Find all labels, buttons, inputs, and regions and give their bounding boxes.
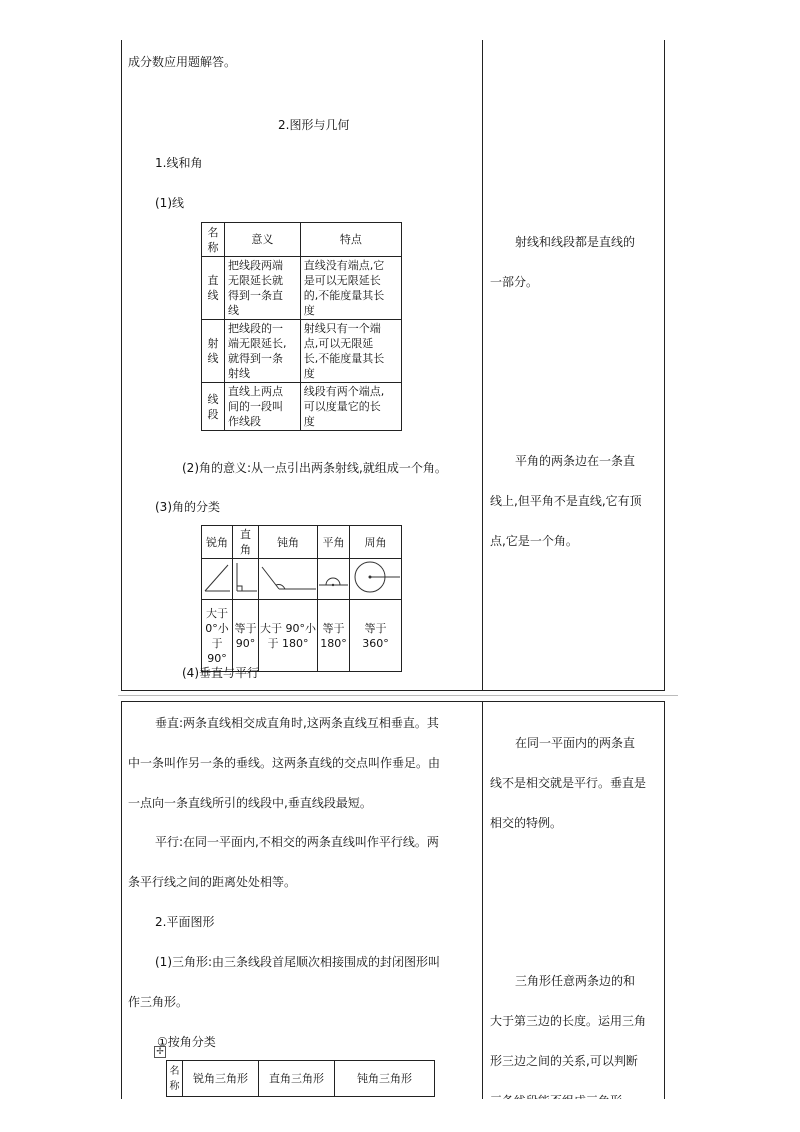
straight-angle-figure [318, 559, 350, 600]
page2-left-border [121, 701, 122, 1101]
angle-table-value: 等于 90° [233, 600, 259, 672]
page1-right-border [664, 40, 665, 690]
triangle-table [166, 1060, 435, 1097]
parallel-paragraph-line: 条平行线之间的距离处处相等。 [128, 875, 297, 889]
angle-classification-title: (3)角的分类 [155, 500, 220, 514]
side-note-line: 平角的两条边在一条直 [515, 454, 636, 468]
angle-table-value: 等于 180° [318, 600, 350, 672]
side-note-line: 线不是相交就是平行。垂直是 [490, 776, 647, 790]
angle-table-header: 周角 [350, 526, 402, 559]
side-note-line: 三角形任意两条边的和 [515, 974, 636, 988]
angle-table-header: 直角 [233, 526, 259, 559]
side-note-line: 点,它是一个角。 [490, 534, 578, 548]
angle-table-header: 锐角 [202, 526, 233, 559]
line-table-meaning: 直线上两点 间的一段叫 作线段 [225, 383, 301, 431]
side-note-line: 形三边之间的关系,可以判断 [490, 1054, 638, 1068]
triangle-paragraph-line: (1)三角形:由三条线段首尾顺次相接围成的封闭图形叫 [155, 955, 441, 969]
line-table-header: 特点 [300, 223, 401, 257]
classify-by-angle-title: ①按角分类 [157, 1035, 216, 1049]
line-table [201, 222, 402, 431]
perpendicular-paragraph-line: 一点向一条直线所引的线段中,垂直线段最短。 [128, 796, 372, 810]
page1-column-divider [482, 40, 483, 690]
parallel-paragraph-line: 平行:在同一平面内,不相交的两条直线叫作平行线。两 [155, 835, 439, 849]
plane-figures-title: 2.平面图形 [155, 915, 215, 929]
acute-angle-figure [202, 559, 233, 600]
line-table-feature: 射线只有一个端 点,可以无限延 长,不能度量其长 度 [300, 320, 401, 383]
line-table-meaning: 把线段两端 无限延长就 得到一条直 线 [225, 257, 301, 320]
angle-table [201, 525, 402, 672]
table-move-handle-icon[interactable]: ✢ [154, 1046, 166, 1058]
page2-top-border [121, 701, 665, 702]
angle-table-value: 等于 360° [350, 600, 402, 672]
section-title: 2.图形与几何 [278, 118, 350, 132]
angle-table-header: 钝角 [259, 526, 318, 559]
sub-heading-lines: (1)线 [155, 196, 184, 210]
perpendicular-paragraph-line: 中一条叫作另一条的垂线。这两条直线的交点叫作垂足。由 [128, 756, 441, 770]
side-note-line: 射线和线段都是直线的 [515, 235, 636, 249]
full-angle-figure [350, 559, 402, 600]
line-table-header: 名 称 [202, 223, 225, 257]
page-bottom-mask [0, 1099, 800, 1132]
side-note-line: 相交的特例。 [490, 816, 563, 830]
triangle-table-header: 直角三角形 [259, 1061, 335, 1097]
side-note-line: 线上,但平角不是直线,它有顶 [490, 494, 642, 508]
triangle-table-header: 名 称 [167, 1061, 183, 1097]
right-angle-figure [233, 559, 259, 600]
line-table-name: 线 段 [202, 383, 225, 431]
side-note-line: 大于第三边的长度。运用三角 [490, 1014, 647, 1028]
triangle-table-header: 锐角三角形 [183, 1061, 259, 1097]
obtuse-angle-figure [259, 559, 318, 600]
line-table-name: 射 线 [202, 320, 225, 383]
page2-column-divider [482, 701, 483, 1101]
line-table-feature: 线段有两个端点, 可以度量它的长 度 [300, 383, 401, 431]
line-table-header: 意义 [225, 223, 301, 257]
triangle-paragraph-line: 作三角形。 [128, 995, 189, 1009]
perpendicular-paragraph-line: 垂直:两条直线相交成直角时,这两条直线互相垂直。其 [155, 716, 439, 730]
angle-table-value: 大于 0°小 于 90° [202, 600, 233, 672]
sub-heading-lines-angles: 1.线和角 [155, 156, 203, 170]
angle-table-value: 大于 90°小 于 180° [259, 600, 318, 672]
top-fragment: 成分数应用题解答。 [128, 55, 237, 69]
side-note-line: 在同一平面内的两条直 [515, 736, 636, 750]
triangle-table-header: 钝角三角形 [335, 1061, 435, 1097]
page-break-line [118, 695, 678, 696]
page1-left-border [121, 40, 122, 690]
line-table-name: 直 线 [202, 257, 225, 320]
page1-bottom-border [121, 690, 665, 691]
perpendicular-parallel-title: (4)垂直与平行 [182, 666, 259, 680]
side-note-line: 一部分。 [490, 275, 539, 289]
page2-right-border [664, 701, 665, 1101]
line-table-meaning: 把线段的一 端无限延长, 就得到一条 射线 [225, 320, 301, 383]
angle-meaning: (2)角的意义:从一点引出两条射线,就组成一个角。 [182, 461, 447, 475]
angle-table-header: 平角 [318, 526, 350, 559]
line-table-feature: 直线没有端点,它 是可以无限延长 的,不能度量其长 度 [300, 257, 401, 320]
